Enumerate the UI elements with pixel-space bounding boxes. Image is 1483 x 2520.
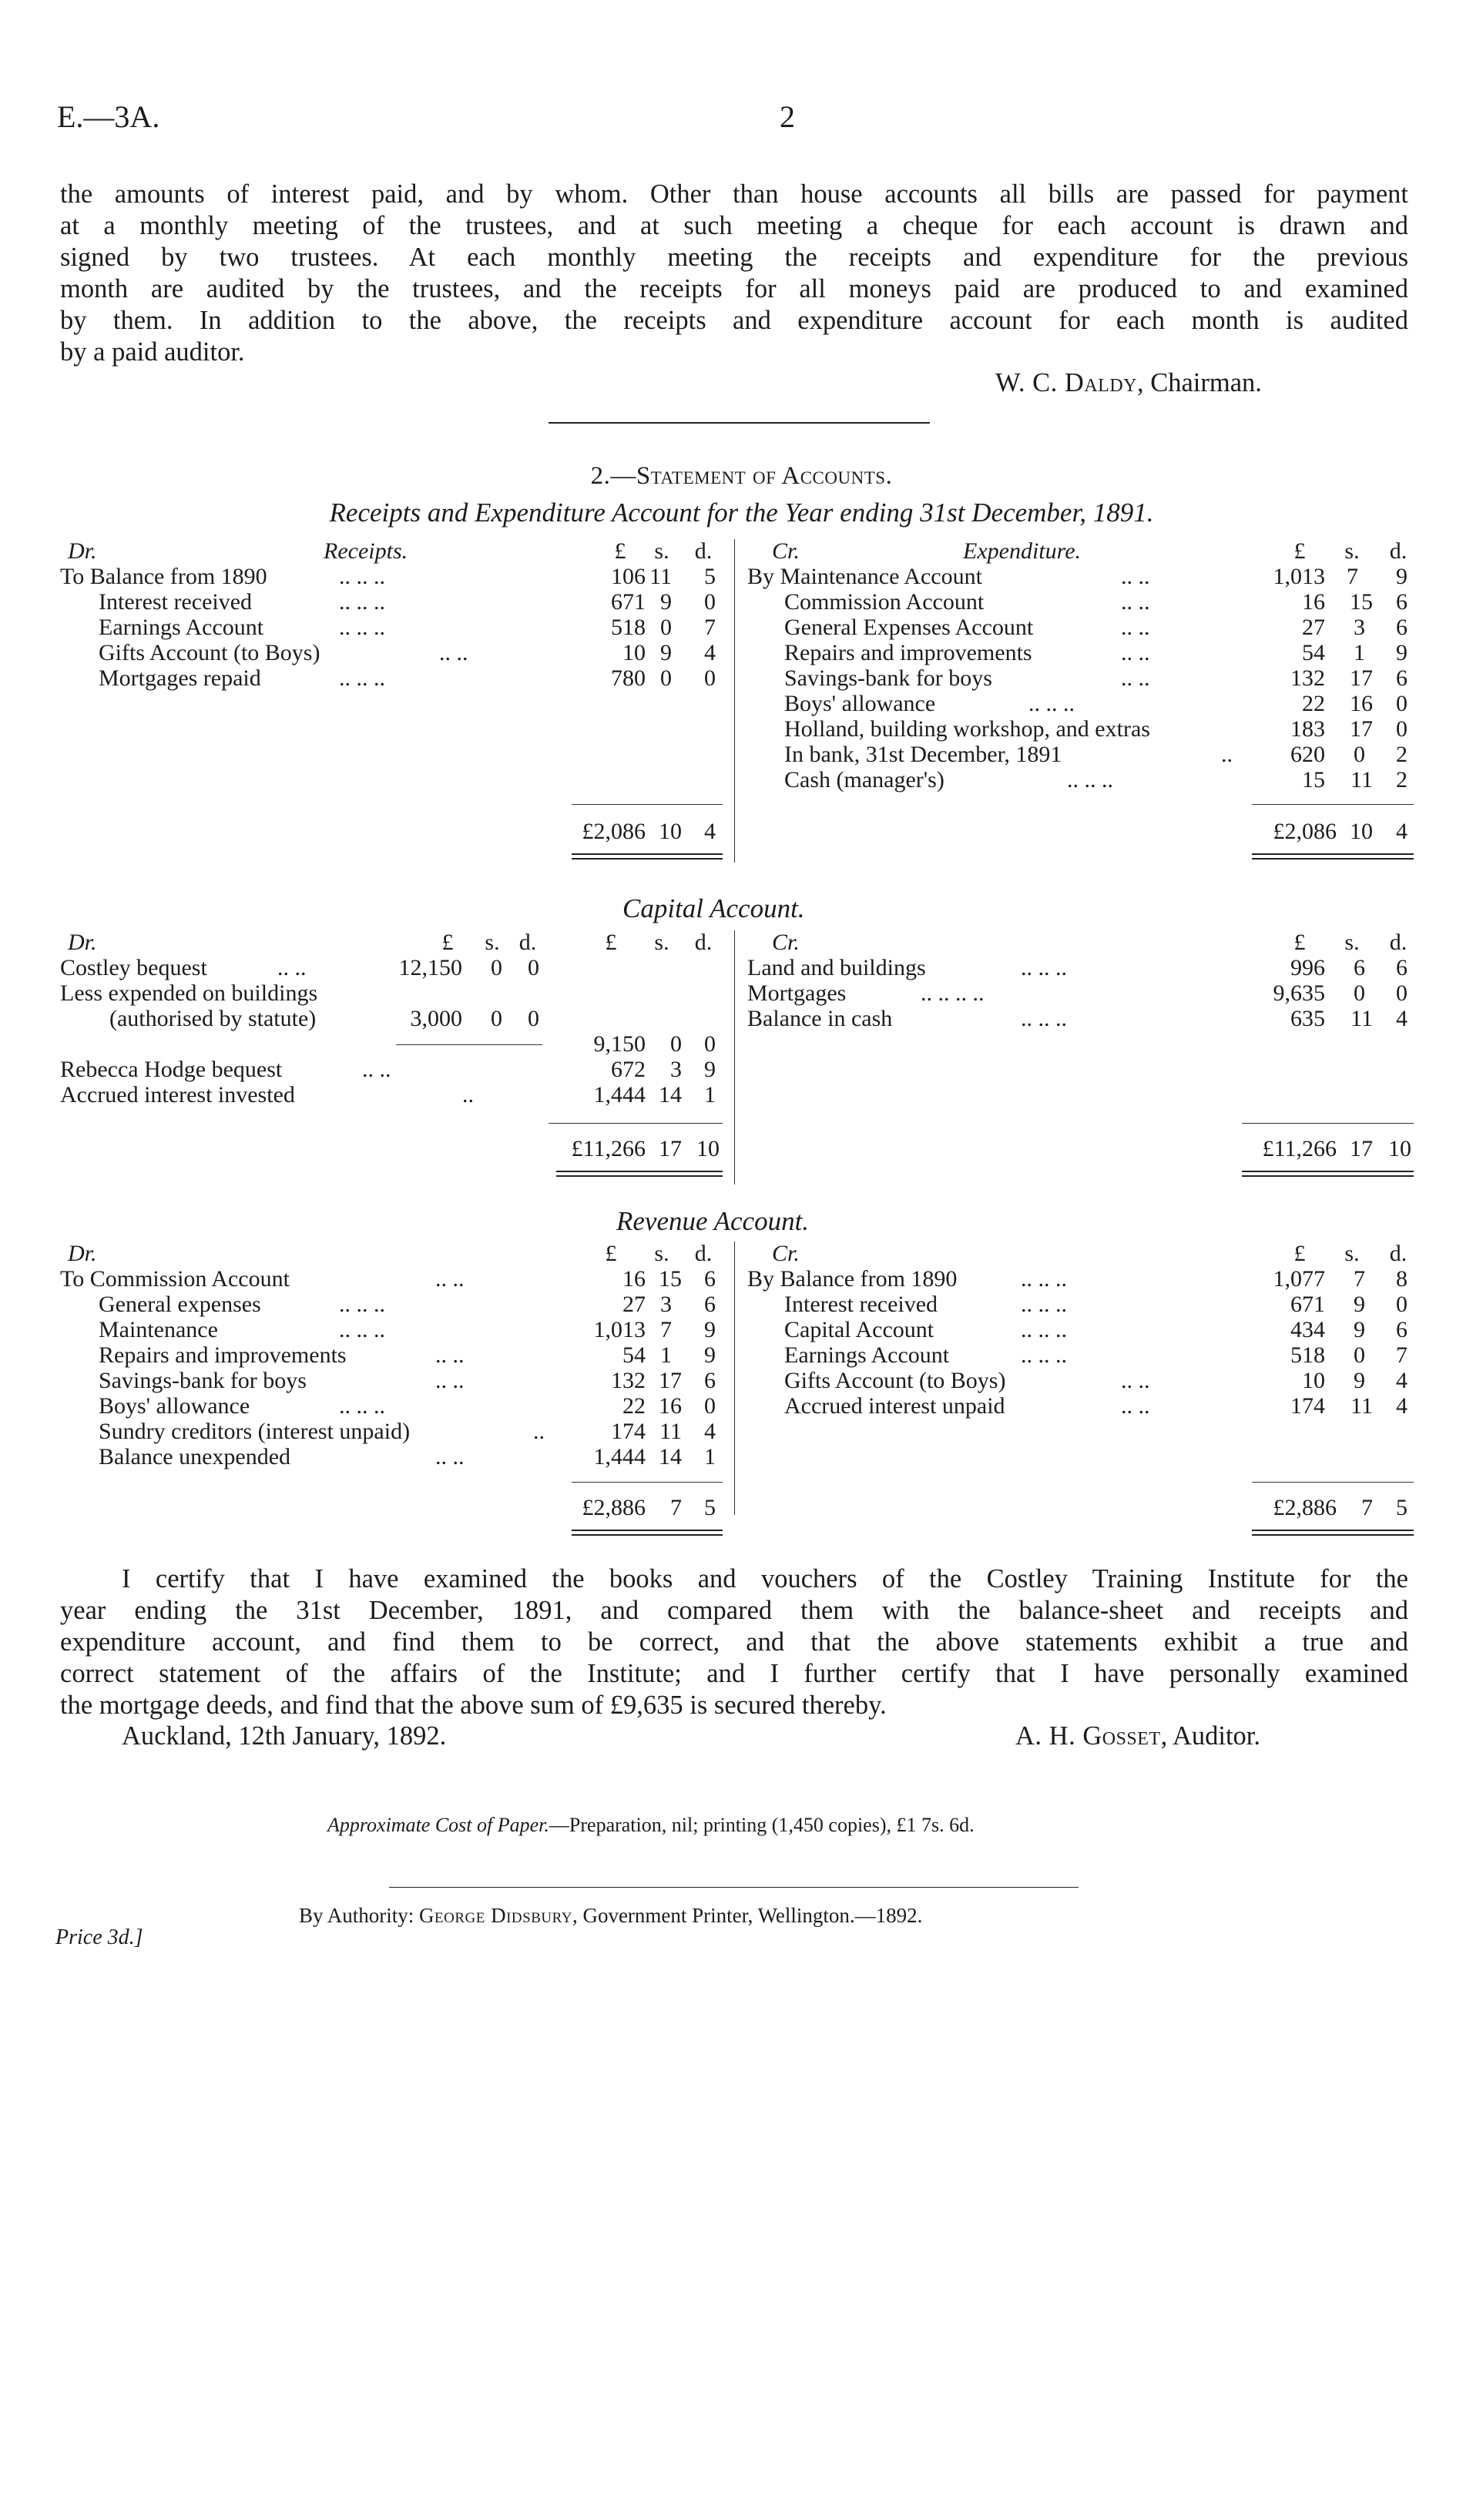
amount-pence: 9 — [1396, 564, 1408, 589]
amount-pence: 0 — [528, 1006, 539, 1031]
leader-dots: .. .. — [1121, 564, 1150, 589]
price: Price 3d.] — [55, 1925, 143, 1949]
total-pence: 10 — [696, 1136, 720, 1161]
col-pence: d. — [694, 538, 713, 564]
total-rule — [1252, 1482, 1414, 1483]
amount-shillings: 3 — [670, 1057, 682, 1082]
amount-pence: 7 — [704, 615, 716, 640]
page-number: 2 — [780, 99, 795, 134]
col-shillings: s. — [1344, 930, 1360, 955]
col-pounds: £ — [1293, 930, 1306, 955]
amount-pounds: 1,013 — [593, 1317, 646, 1342]
col-pence: d. — [694, 930, 713, 955]
amount-shillings: 11 — [659, 1419, 682, 1444]
amount-shillings: 9 — [1354, 1368, 1365, 1393]
leader-dots: .. .. — [439, 640, 468, 665]
row-label: Rebecca Hodge bequest — [60, 1057, 283, 1082]
leader-dots: .. — [462, 1082, 474, 1108]
row-label: Gifts Account (to Boys) — [784, 1368, 1006, 1393]
row-label: Earnings Account — [99, 615, 264, 640]
amount-shillings: 15 — [659, 1266, 682, 1292]
place-date: Auckland, 12th January, 1892. — [122, 1721, 447, 1751]
amount-pounds: 54 — [622, 1342, 646, 1368]
leader-dots: .. .. .. — [339, 564, 385, 589]
amount-pounds: 27 — [1302, 615, 1325, 640]
auditor-certificate — [60, 1563, 1408, 1721]
certificate-line: year ending the 31st December, 1891, and compared them with the balance-sheet and receipts and — [60, 1596, 1408, 1625]
row-label: Repairs and improvements — [784, 640, 1032, 665]
row-label: Mortgages — [747, 980, 847, 1006]
amount-shillings: 14 — [659, 1082, 682, 1108]
amount-pounds: 518 — [1290, 1342, 1325, 1368]
revenue-account-title: Revenue Account. — [616, 1206, 810, 1236]
document-code: E.—3A. — [57, 99, 160, 134]
amount-pounds: 620 — [1290, 742, 1325, 767]
amount-shillings: 0 — [491, 955, 502, 980]
intro-line: at a monthly meeting of the trustees, and at such meeting a cheque for each account is drawn and — [60, 211, 1408, 240]
total-pounds: £11,266 — [1262, 1136, 1337, 1161]
leader-dots: .. .. .. — [1021, 1266, 1067, 1292]
row-label: Interest received — [784, 1292, 938, 1317]
row-label: Holland, building workshop, and extras — [784, 716, 1150, 742]
amount-shillings: 7 — [660, 1317, 672, 1342]
amount-pence: 4 — [1396, 1368, 1408, 1393]
row-label: Boys' allowance — [784, 691, 936, 716]
row-label: Accrued interest unpaid — [784, 1393, 1005, 1419]
certificate-line: I certify that I have examined the books and vouchers of the Costley Training Institute for the — [122, 1564, 1408, 1593]
amount-pounds: 183 — [1290, 716, 1325, 742]
row-label: By Balance from 1890 — [747, 1266, 958, 1292]
leader-dots: .. .. .. — [339, 665, 385, 691]
auditor-signature: A. H. Gosset, Auditor. — [1015, 1721, 1260, 1751]
col-shillings: s. — [1344, 1241, 1360, 1266]
total-pence: 4 — [704, 819, 716, 844]
intro-line: by them. In addition to the above, the receipts and expenditure account for each month is audited — [60, 306, 1408, 335]
amount-pence: 2 — [1396, 767, 1408, 793]
amount-pounds: 996 — [1290, 955, 1325, 980]
row-label: In bank, 31st December, 1891 — [784, 742, 1062, 767]
row-label: To Balance from 1890 — [60, 564, 267, 589]
col-pounds: £ — [605, 1241, 617, 1266]
printer-authority: By Authority: George Didsbury, Government Printer, Wellington.—1892. — [299, 1904, 923, 1927]
leader-dots: .. .. — [435, 1266, 465, 1292]
amount-pounds: 16 — [622, 1266, 646, 1292]
double-rule — [1252, 1530, 1414, 1536]
leader-dots: .. .. — [1121, 1393, 1150, 1419]
amount-shillings: 11 — [1350, 1393, 1373, 1419]
intro-line: month are audited by the trustees, and the receipts for all moneys paid are produced to and examined — [60, 274, 1408, 303]
row-label: Maintenance — [99, 1317, 218, 1342]
row-label: Cash (manager's) — [784, 767, 944, 793]
leader-dots: .. .. .. — [1021, 1292, 1067, 1317]
amount-pence: 1 — [704, 1082, 716, 1108]
dr-label: Dr. — [68, 930, 97, 955]
leader-dots: .. .. — [277, 955, 307, 980]
leader-dots: .. .. .. — [1067, 767, 1113, 793]
amount-pounds: 1,077 — [1273, 1266, 1325, 1292]
amount-pence: 6 — [1396, 615, 1408, 640]
dr-label: Dr. — [68, 538, 97, 564]
amount-pence: 4 — [704, 640, 716, 665]
double-rule — [572, 1530, 723, 1536]
amount-shillings: 11 — [1350, 1006, 1373, 1031]
cr-label: Cr. — [772, 1241, 800, 1266]
col-pence: d. — [1389, 538, 1408, 564]
amount-shillings: 0 — [660, 615, 672, 640]
footer-rule — [389, 1887, 1079, 1888]
leader-dots: .. .. .. — [339, 1393, 385, 1419]
amount-pence: 0 — [1396, 980, 1408, 1006]
total-shillings: 17 — [1350, 1136, 1373, 1161]
row-label: Gifts Account (to Boys) — [99, 640, 320, 665]
amount-pounds: 54 — [1302, 640, 1325, 665]
amount-shillings: 11 — [1350, 767, 1373, 793]
amount-pounds: 174 — [1290, 1393, 1325, 1419]
certificate-line: correct statement of the affairs of the Institute; and I further certify that I have personally examined — [60, 1659, 1408, 1688]
leader-dots: .. .. — [435, 1444, 465, 1469]
intro-line: the amounts of interest paid, and by whom. Other than house accounts all bills are passed for payment — [60, 179, 1408, 209]
leader-dots: .. .. — [1121, 640, 1150, 665]
amount-shillings: 16 — [1350, 691, 1373, 716]
row-label: To Commission Account — [60, 1266, 290, 1292]
intro-line: signed by two trustees. At each monthly meeting the receipts and expenditure for the previous — [60, 243, 1408, 272]
amount-shillings: 0 — [1354, 980, 1365, 1006]
amount-pounds: 671 — [1290, 1292, 1325, 1317]
leader-dots: .. .. — [435, 1368, 465, 1393]
amount-shillings: 0 — [670, 1031, 682, 1057]
amount-pounds: 780 — [611, 665, 646, 691]
row-label: General Expenses Account — [784, 615, 1034, 640]
amount-shillings: 0 — [1354, 1342, 1365, 1368]
amount-pence: 0 — [704, 1393, 716, 1419]
amount-pence: 5 — [704, 564, 716, 589]
row-label: Commission Account — [784, 589, 985, 615]
col-pounds: £ — [605, 930, 617, 955]
col-pounds: £ — [1293, 538, 1306, 564]
section-title: 2.—Statement of Accounts. — [590, 462, 893, 490]
amount-pounds: 16 — [1302, 589, 1325, 615]
total-shillings: 7 — [670, 1495, 682, 1520]
total-pence: 5 — [1396, 1495, 1408, 1520]
amount-pounds: 1,444 — [593, 1082, 646, 1108]
amount-pence: 6 — [704, 1292, 716, 1317]
leader-dots: .. — [533, 1419, 545, 1444]
amount-shillings: 11 — [649, 564, 672, 589]
amount-pounds: 132 — [611, 1368, 646, 1393]
amount-shillings: 9 — [1354, 1317, 1365, 1342]
amount-shillings: 17 — [1350, 716, 1373, 742]
row-label: Less expended on buildings — [60, 980, 318, 1006]
leader-dots: .. .. — [435, 1342, 465, 1368]
total-shillings: 10 — [1350, 819, 1373, 844]
col-pence: d. — [518, 930, 537, 955]
amount-pounds: 635 — [1290, 1006, 1325, 1031]
amount-pence: 7 — [1396, 1342, 1408, 1368]
leader-dots: .. .. — [1121, 589, 1150, 615]
col-pence: d. — [1389, 930, 1408, 955]
amount-pence: 0 — [528, 955, 539, 980]
amount-shillings: 9 — [660, 640, 672, 665]
dr-label: Dr. — [68, 1241, 97, 1266]
amount-pounds: 1,013 — [1273, 564, 1325, 589]
row-label: Earnings Account — [784, 1342, 950, 1368]
amount-pence: 9 — [704, 1057, 716, 1082]
leader-dots: .. .. .. — [339, 1317, 385, 1342]
amount-shillings: 14 — [659, 1444, 682, 1469]
leader-dots: .. .. .. — [339, 1292, 385, 1317]
total-shillings: 17 — [659, 1136, 682, 1161]
certificate-line: expenditure account, and find them to be correct, and that the above statements exhibit a true and — [60, 1627, 1408, 1657]
amount-pounds: 9,635 — [1273, 980, 1325, 1006]
leader-dots: .. .. — [1121, 665, 1150, 691]
row-label: (authorised by statute) — [109, 1006, 317, 1031]
intro-line: by a paid auditor. — [60, 337, 245, 367]
amount-pence: 6 — [1396, 955, 1408, 980]
row-label: Boys' allowance — [99, 1393, 250, 1419]
col-pounds: £ — [1293, 1241, 1306, 1266]
amount-pence: 0 — [1396, 691, 1408, 716]
cr-label: Cr. — [772, 538, 800, 564]
amount-pounds: 174 — [611, 1419, 646, 1444]
leader-dots: .. .. .. — [1021, 1342, 1067, 1368]
amount-pence: 6 — [704, 1368, 716, 1393]
amount-pence: 9 — [1396, 640, 1408, 665]
amount-pence: 6 — [704, 1266, 716, 1292]
total-shillings: 10 — [659, 819, 682, 844]
amount-pence: 6 — [1396, 1317, 1408, 1342]
receipts-heading: Receipts. — [324, 538, 408, 564]
total-pounds: £2,886 — [1273, 1495, 1337, 1520]
amount-shillings: 17 — [1350, 665, 1373, 691]
amount-pence: 0 — [704, 1031, 716, 1057]
amount-shillings: 3 — [1354, 615, 1365, 640]
amount-shillings: 1 — [660, 1342, 672, 1368]
amount-pounds: 106 — [611, 564, 646, 589]
col-shillings: s. — [654, 1241, 669, 1266]
total-pounds: £11,266 — [571, 1136, 646, 1161]
col-pence: d. — [694, 1241, 713, 1266]
total-pounds: £2,886 — [582, 1495, 646, 1520]
amount-pounds: 671 — [611, 589, 646, 615]
amount-pence: 8 — [1396, 1266, 1408, 1292]
amount-shillings: 3 — [660, 1292, 672, 1317]
amount-shillings: 9 — [1354, 1292, 1365, 1317]
amount-shillings: 7 — [1354, 1266, 1365, 1292]
amount-pounds: 3,000 — [410, 1006, 462, 1031]
amount-shillings: 15 — [1350, 589, 1373, 615]
amount-pounds: 1,444 — [593, 1444, 646, 1469]
certificate-line: the mortgage deeds, and find that the above sum of £9,635 is secured thereby. — [60, 1691, 887, 1720]
row-label: Accrued interest invested — [60, 1082, 295, 1108]
row-label: Mortgages repaid — [99, 665, 261, 691]
row-label: Savings-bank for boys — [784, 665, 992, 691]
amount-pounds: 10 — [622, 640, 646, 665]
amount-pounds: 22 — [1302, 691, 1325, 716]
amount-pence: 0 — [1396, 716, 1408, 742]
amount-shillings: 16 — [659, 1393, 682, 1419]
amount-pence: 0 — [704, 665, 716, 691]
row-label: Sundry creditors (interest unpaid) — [99, 1419, 411, 1444]
row-label: Land and buildings — [747, 955, 926, 980]
amount-shillings: 1 — [1354, 640, 1365, 665]
row-label: Interest received — [99, 589, 253, 615]
col-pence: d. — [1389, 1241, 1408, 1266]
amount-pounds: 12,150 — [398, 955, 462, 980]
leader-dots: .. .. .. — [1021, 955, 1067, 980]
amount-pence: 6 — [1396, 589, 1408, 615]
amount-pounds: 15 — [1302, 767, 1325, 793]
cr-label: Cr. — [772, 930, 800, 955]
row-label: Savings-bank for boys — [99, 1368, 307, 1393]
row-label: By Maintenance Account — [747, 564, 982, 589]
section-subtitle: Receipts and Expenditure Account for the Year ending 31st December, 1891. — [329, 498, 1154, 528]
amount-shillings: 0 — [491, 1006, 502, 1031]
row-label: General expenses — [99, 1292, 261, 1317]
total-shillings: 7 — [1361, 1495, 1373, 1520]
leader-dots: .. .. — [1121, 615, 1150, 640]
leader-dots: .. .. .. — [339, 589, 385, 615]
leader-dots: .. .. .. .. — [921, 980, 985, 1006]
col-shillings: s. — [485, 930, 500, 955]
col-shillings: s. — [654, 538, 669, 564]
row-label: Costley bequest — [60, 955, 207, 980]
row-label: Capital Account — [784, 1317, 934, 1342]
account-divider — [734, 1242, 735, 1515]
amount-pounds: 22 — [622, 1393, 646, 1419]
amount-pence: 9 — [704, 1317, 716, 1342]
amount-pounds: 132 — [1290, 665, 1325, 691]
amount-pounds: 27 — [622, 1292, 646, 1317]
row-label: Balance in cash — [747, 1006, 893, 1031]
col-pounds: £ — [441, 930, 454, 955]
amount-pence: 0 — [1396, 1292, 1408, 1317]
total-pounds: £2,086 — [1273, 819, 1337, 844]
amount-pence: 4 — [1396, 1393, 1408, 1419]
amount-pounds: 672 — [611, 1057, 646, 1082]
amount-pence: 1 — [704, 1444, 716, 1469]
row-label: Balance unexpended — [99, 1444, 291, 1469]
total-pence: 5 — [704, 1495, 716, 1520]
amount-shillings: 17 — [659, 1368, 682, 1393]
amount-shillings: 0 — [1354, 742, 1365, 767]
col-pounds: £ — [614, 538, 626, 564]
amount-shillings: 7 — [1347, 564, 1358, 589]
leader-dots: .. .. .. — [1021, 1317, 1067, 1342]
leader-dots: .. .. — [362, 1057, 391, 1082]
leader-dots: .. .. .. — [1028, 691, 1075, 716]
row-label: Repairs and improvements — [99, 1342, 347, 1368]
total-pence: 4 — [1396, 819, 1408, 844]
total-pounds: £2,086 — [582, 819, 646, 844]
amount-pence: 4 — [704, 1419, 716, 1444]
amount-pence: 0 — [704, 589, 716, 615]
total-pence: 10 — [1388, 1136, 1411, 1161]
amount-pounds: 9,150 — [593, 1031, 646, 1057]
expenditure-heading: Expenditure. — [963, 538, 1082, 564]
leader-dots: .. .. .. — [1021, 1006, 1067, 1031]
amount-pence: 6 — [1396, 665, 1408, 691]
leader-dots: .. .. .. — [339, 615, 385, 640]
col-shillings: s. — [654, 930, 669, 955]
amount-pence: 9 — [704, 1342, 716, 1368]
amount-pounds: 518 — [611, 615, 646, 640]
chairman-signature: W. C. Daldy, Chairman. — [995, 368, 1262, 397]
col-shillings: s. — [1344, 538, 1360, 564]
capital-account-title: Capital Account. — [622, 893, 805, 923]
leader-dots: .. .. — [1121, 1368, 1150, 1393]
amount-shillings: 0 — [660, 665, 672, 691]
amount-shillings: 6 — [1354, 955, 1365, 980]
cost-note: Approximate Cost of Paper.—Preparation, nil; printing (1,450 copies), £1 7s. 6d. — [327, 1814, 975, 1836]
total-rule — [572, 1482, 723, 1483]
amount-pence: 2 — [1396, 742, 1408, 767]
amount-shillings: 9 — [660, 589, 672, 615]
leader-dots: .. — [1221, 742, 1233, 767]
amount-pence: 4 — [1396, 1006, 1408, 1031]
amount-pounds: 10 — [1302, 1368, 1325, 1393]
amount-pounds: 434 — [1290, 1317, 1325, 1342]
